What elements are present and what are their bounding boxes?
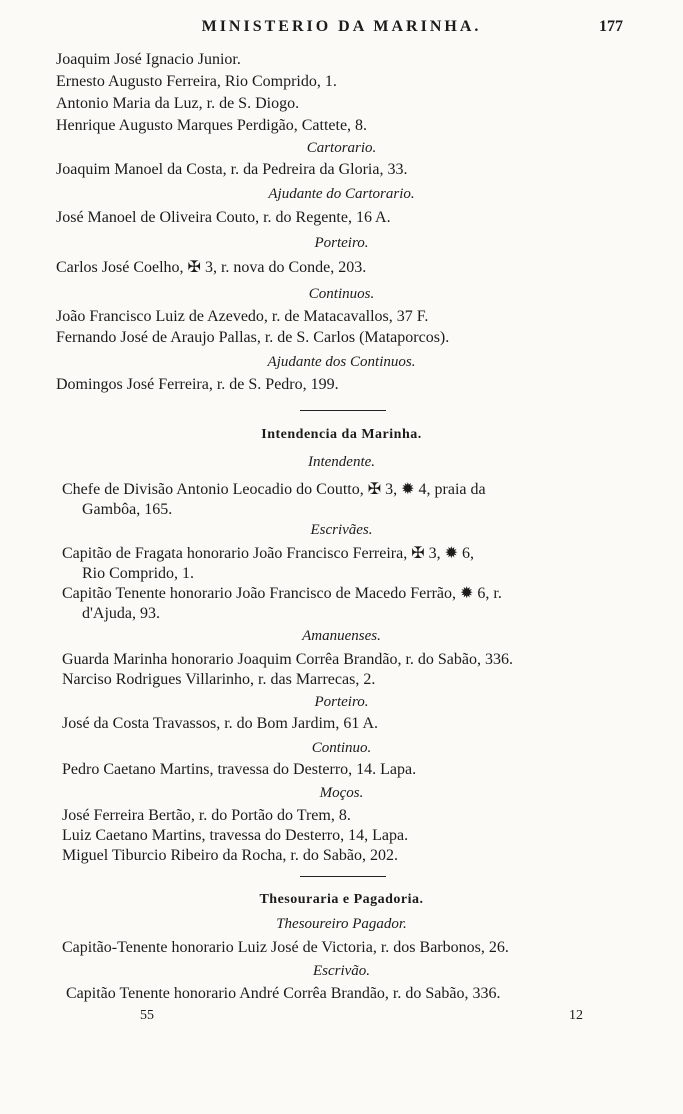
footer-number: 12 xyxy=(569,1008,583,1023)
entry-line: João Francisco Luiz de Azevedo, r. de Matacavallos, 37 F. xyxy=(56,308,429,325)
role-heading: Continuos. xyxy=(308,286,375,302)
section-heading: Thesouraria e Pagadoria. xyxy=(259,892,424,907)
section-divider xyxy=(300,410,386,411)
entry-continuation: Rio Comprido, 1. xyxy=(82,565,195,582)
entry-line: Narciso Rodrigues Villarinho, r. das Marrecas, 2. xyxy=(62,671,376,688)
page-title: MINISTERIO DA MARINHA. xyxy=(201,18,482,35)
entry-line: Joaquim José Ignacio Junior. xyxy=(56,51,241,68)
entry-continuation: d'Ajuda, 93. xyxy=(82,605,160,622)
entry-line: José Ferreira Bertão, r. do Portão do Trem, 8. xyxy=(62,807,351,824)
role-heading: Intendente. xyxy=(307,454,376,470)
role-heading: Escrivão. xyxy=(312,963,371,979)
page-header xyxy=(0,18,683,48)
entry-line: Miguel Tiburcio Ribeiro da Rocha, r. do Sabão, 202. xyxy=(62,847,398,864)
entry-line: Capitão Tenente honorario André Corrêa Brandão, r. do Sabão, 336. xyxy=(66,985,501,1002)
entry-line: Capitão Tenente honorario João Francisco de Macedo Ferrão, ✹ 6, r. xyxy=(62,585,502,602)
role-heading: Porteiro. xyxy=(314,694,369,710)
entry-line: Fernando José de Araujo Pallas, r. de S. Carlos (Mataporcos). xyxy=(56,329,450,346)
role-heading: Ajudante dos Continuos. xyxy=(267,354,416,370)
entry-line: Domingos José Ferreira, r. de S. Pedro, 199. xyxy=(56,376,339,393)
section-divider xyxy=(300,876,386,877)
entry-line: Carlos José Coelho, ✠ 3, r. nova do Conde, 203. xyxy=(56,259,367,276)
entry-line: Pedro Caetano Martins, travessa do Desterro, 14. Lapa. xyxy=(62,761,417,778)
section-heading: Intendencia da Marinha. xyxy=(261,427,422,442)
entry-line: Ernesto Augusto Ferreira, Rio Comprido, 1. xyxy=(56,73,337,90)
entry-line: José da Costa Travassos, r. do Bom Jardim, 61 A. xyxy=(62,715,379,732)
entry-line: José Manoel de Oliveira Couto, r. do Regente, 16 A. xyxy=(56,209,391,226)
entry-line: Joaquim Manoel da Costa, r. da Pedreira da Gloria, 33. xyxy=(56,161,408,178)
role-heading: Thesoureiro Pagador. xyxy=(276,916,407,932)
entry-line: Capitão-Tenente honorario Luiz José de Victoria, r. dos Barbonos, 26. xyxy=(62,939,509,956)
page-number: 177 xyxy=(599,18,623,35)
entry-line: Guarda Marinha honorario Joaquim Corrêa Brandão, r. do Sabão, 336. xyxy=(62,651,513,668)
entry-line: Chefe de Divisão Antonio Leocadio do Coutto, ✠ 3, ✹ 4, praia da xyxy=(62,481,486,498)
entry-continuation: Gambôa, 165. xyxy=(82,501,173,518)
role-heading: Amanuenses. xyxy=(302,628,381,644)
role-heading: Porteiro. xyxy=(314,235,369,251)
role-heading: Continuo. xyxy=(311,740,372,756)
role-heading: Cartorario. xyxy=(306,140,377,156)
entry-line: Henrique Augusto Marques Perdigão, Cattete, 8. xyxy=(56,117,368,134)
entry-line: Antonio Maria da Luz, r. de S. Diogo. xyxy=(56,95,300,112)
entry-line: Luiz Caetano Martins, travessa do Desterro, 14, Lapa. xyxy=(62,827,409,844)
role-heading: Ajudante do Cartorario. xyxy=(268,186,415,202)
signature-mark: 55 xyxy=(140,1008,154,1023)
entry-line: Capitão de Fragata honorario João Francisco Ferreira, ✠ 3, ✹ 6, xyxy=(62,545,475,562)
role-heading: Escrivães. xyxy=(310,522,373,538)
role-heading: Moços. xyxy=(319,785,364,801)
